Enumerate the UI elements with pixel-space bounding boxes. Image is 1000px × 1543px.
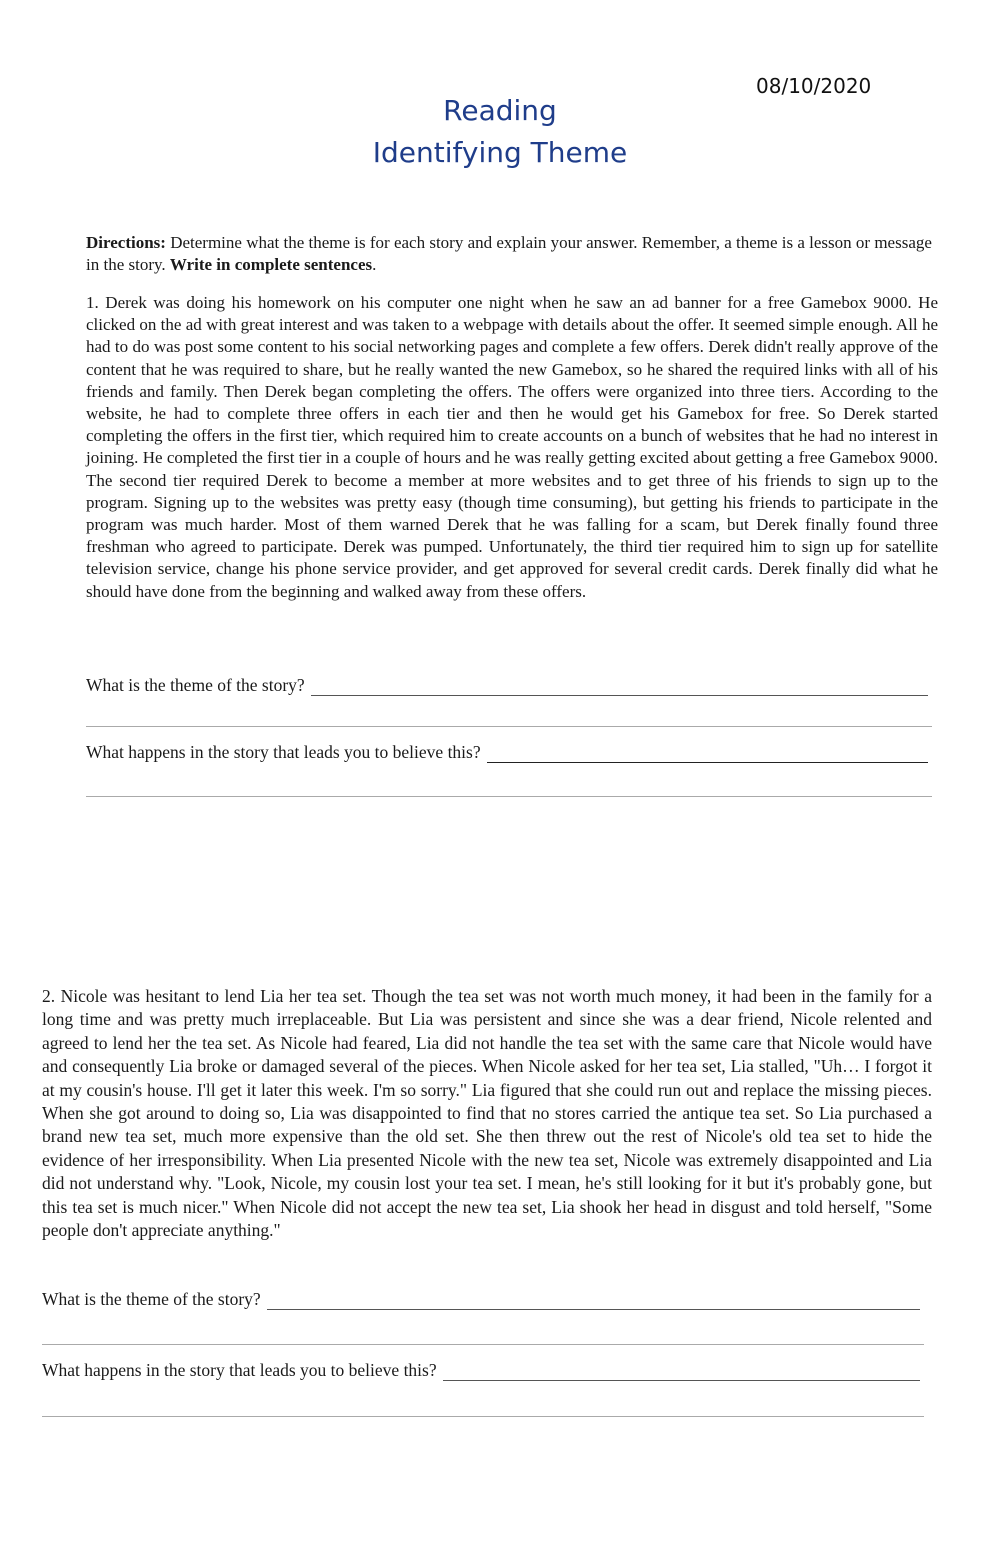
story-1-question-evidence	[86, 742, 928, 763]
story-2-question-evidence	[42, 1360, 920, 1381]
answer-line-evidence-2[interactable]	[443, 1362, 920, 1381]
story-1-question-theme	[86, 675, 928, 696]
question-label: What is the theme of the story?	[42, 1289, 261, 1309]
answer-line-theme-1[interactable]	[311, 677, 928, 696]
question-label: What is the theme of the story?	[86, 675, 305, 695]
story-2-question-theme	[42, 1289, 920, 1310]
answer-line-theme-2[interactable]	[267, 1291, 920, 1310]
directions-emphasis: Write in complete sentences	[169, 255, 373, 275]
question-label: What happens in the story that leads you to believe this?	[42, 1360, 437, 1380]
answer-line-extra-2b[interactable]	[42, 1416, 924, 1417]
page-title: Reading	[443, 94, 557, 127]
answer-line-evidence-1[interactable]	[487, 744, 928, 763]
directions-text: Determine what the theme is for each story and explain your answer. Remember, a theme is a lesson or message in the story.	[86, 233, 932, 275]
directions	[86, 232, 936, 276]
answer-line-extra-1b[interactable]	[86, 796, 932, 797]
story-1-text: 1. Derek was doing his homework on his computer one night when he saw an ad banner for a free Gamebox 9000. He clicked on the ad with great interest and was taken to a webpage with details about the offer. It seemed simple enough. All he had to do was post some content to his social networking pages and complete a few offers. Derek didn't really approve of the content that he was required to share, but he really wanted the new Gamebox, so he shared the required links with all of his friends and family. Then Derek began completing the offers. The offers were organized into three tiers. According to the website, he had to complete three offers in each tier and then he would get his Gamebox for free. So Derek started completing the offers in the first tier, which required him to create accounts on a bunch of websites that he had no interest in joining. He completed the first tier in a couple of hours and he was really getting excited about getting a free Gamebox 9000. The second tier required Derek to become a member at more websites and to get three of his friends to sign up to the program. Signing up to the websites was pretty easy (though time consuming), but getting his friends to participate in the program was much harder. Most of them warned Derek that he was falling for a scam, but Derek finally found three freshman who agreed to participate. Derek was pumped. Unfortunately, the third tier required him to sign up for satellite television service, change his phone service provider, and get approved for several credit cards. Derek finally did what he should have done from the beginning and walked away from these offers.	[86, 293, 938, 601]
directions-label: Directions:	[86, 233, 166, 252]
question-label: What happens in the story that leads you to believe this?	[86, 742, 481, 762]
answer-line-extra-1a[interactable]	[86, 726, 932, 727]
answer-line-extra-2a[interactable]	[42, 1344, 924, 1345]
page-subtitle: Identifying Theme	[372, 136, 628, 169]
directions-end: .	[372, 255, 377, 275]
date: 08/10/2020	[756, 74, 872, 98]
story-2-text: 2. Nicole was hesitant to lend Lia her tea set. Though the tea set was not worth much money, it had been in the family for a long time and was pretty much irreplaceable. But Lia was persistent and since she was a dear friend, Nicole relented and agreed to lend her the tea set. As Nicole had feared, Lia did not handle the tea set with the same care that Nicole would have and consequently Lia broke or damaged several of the pieces. When Nicole asked for her tea set, Lia stalled, "Uh… I forgot it at my cousin's house. I'll get it later this week. I'm so sorry." Lia figured that she could run out and replace the missing pieces. When she got around to doing so, Lia was disappointed to find that no stores carried the antique tea set. So Lia purchased a brand new tea set, much more expensive than the old set. She then threw out the rest of Nicole's old tea set to hide the evidence of her irresponsibility. When Lia presented Nicole with the new tea set, Nicole was extremely disappointed and Lia did not understand why. "Look, Nicole, my cousin lost your tea set. I mean, he's still looking for it but it's probably gone, but this tea set is much nicer." When Nicole did not accept the new tea set, Lia shook her head in disgust and told herself, "Some people don't appreciate anything."	[42, 986, 932, 1241]
